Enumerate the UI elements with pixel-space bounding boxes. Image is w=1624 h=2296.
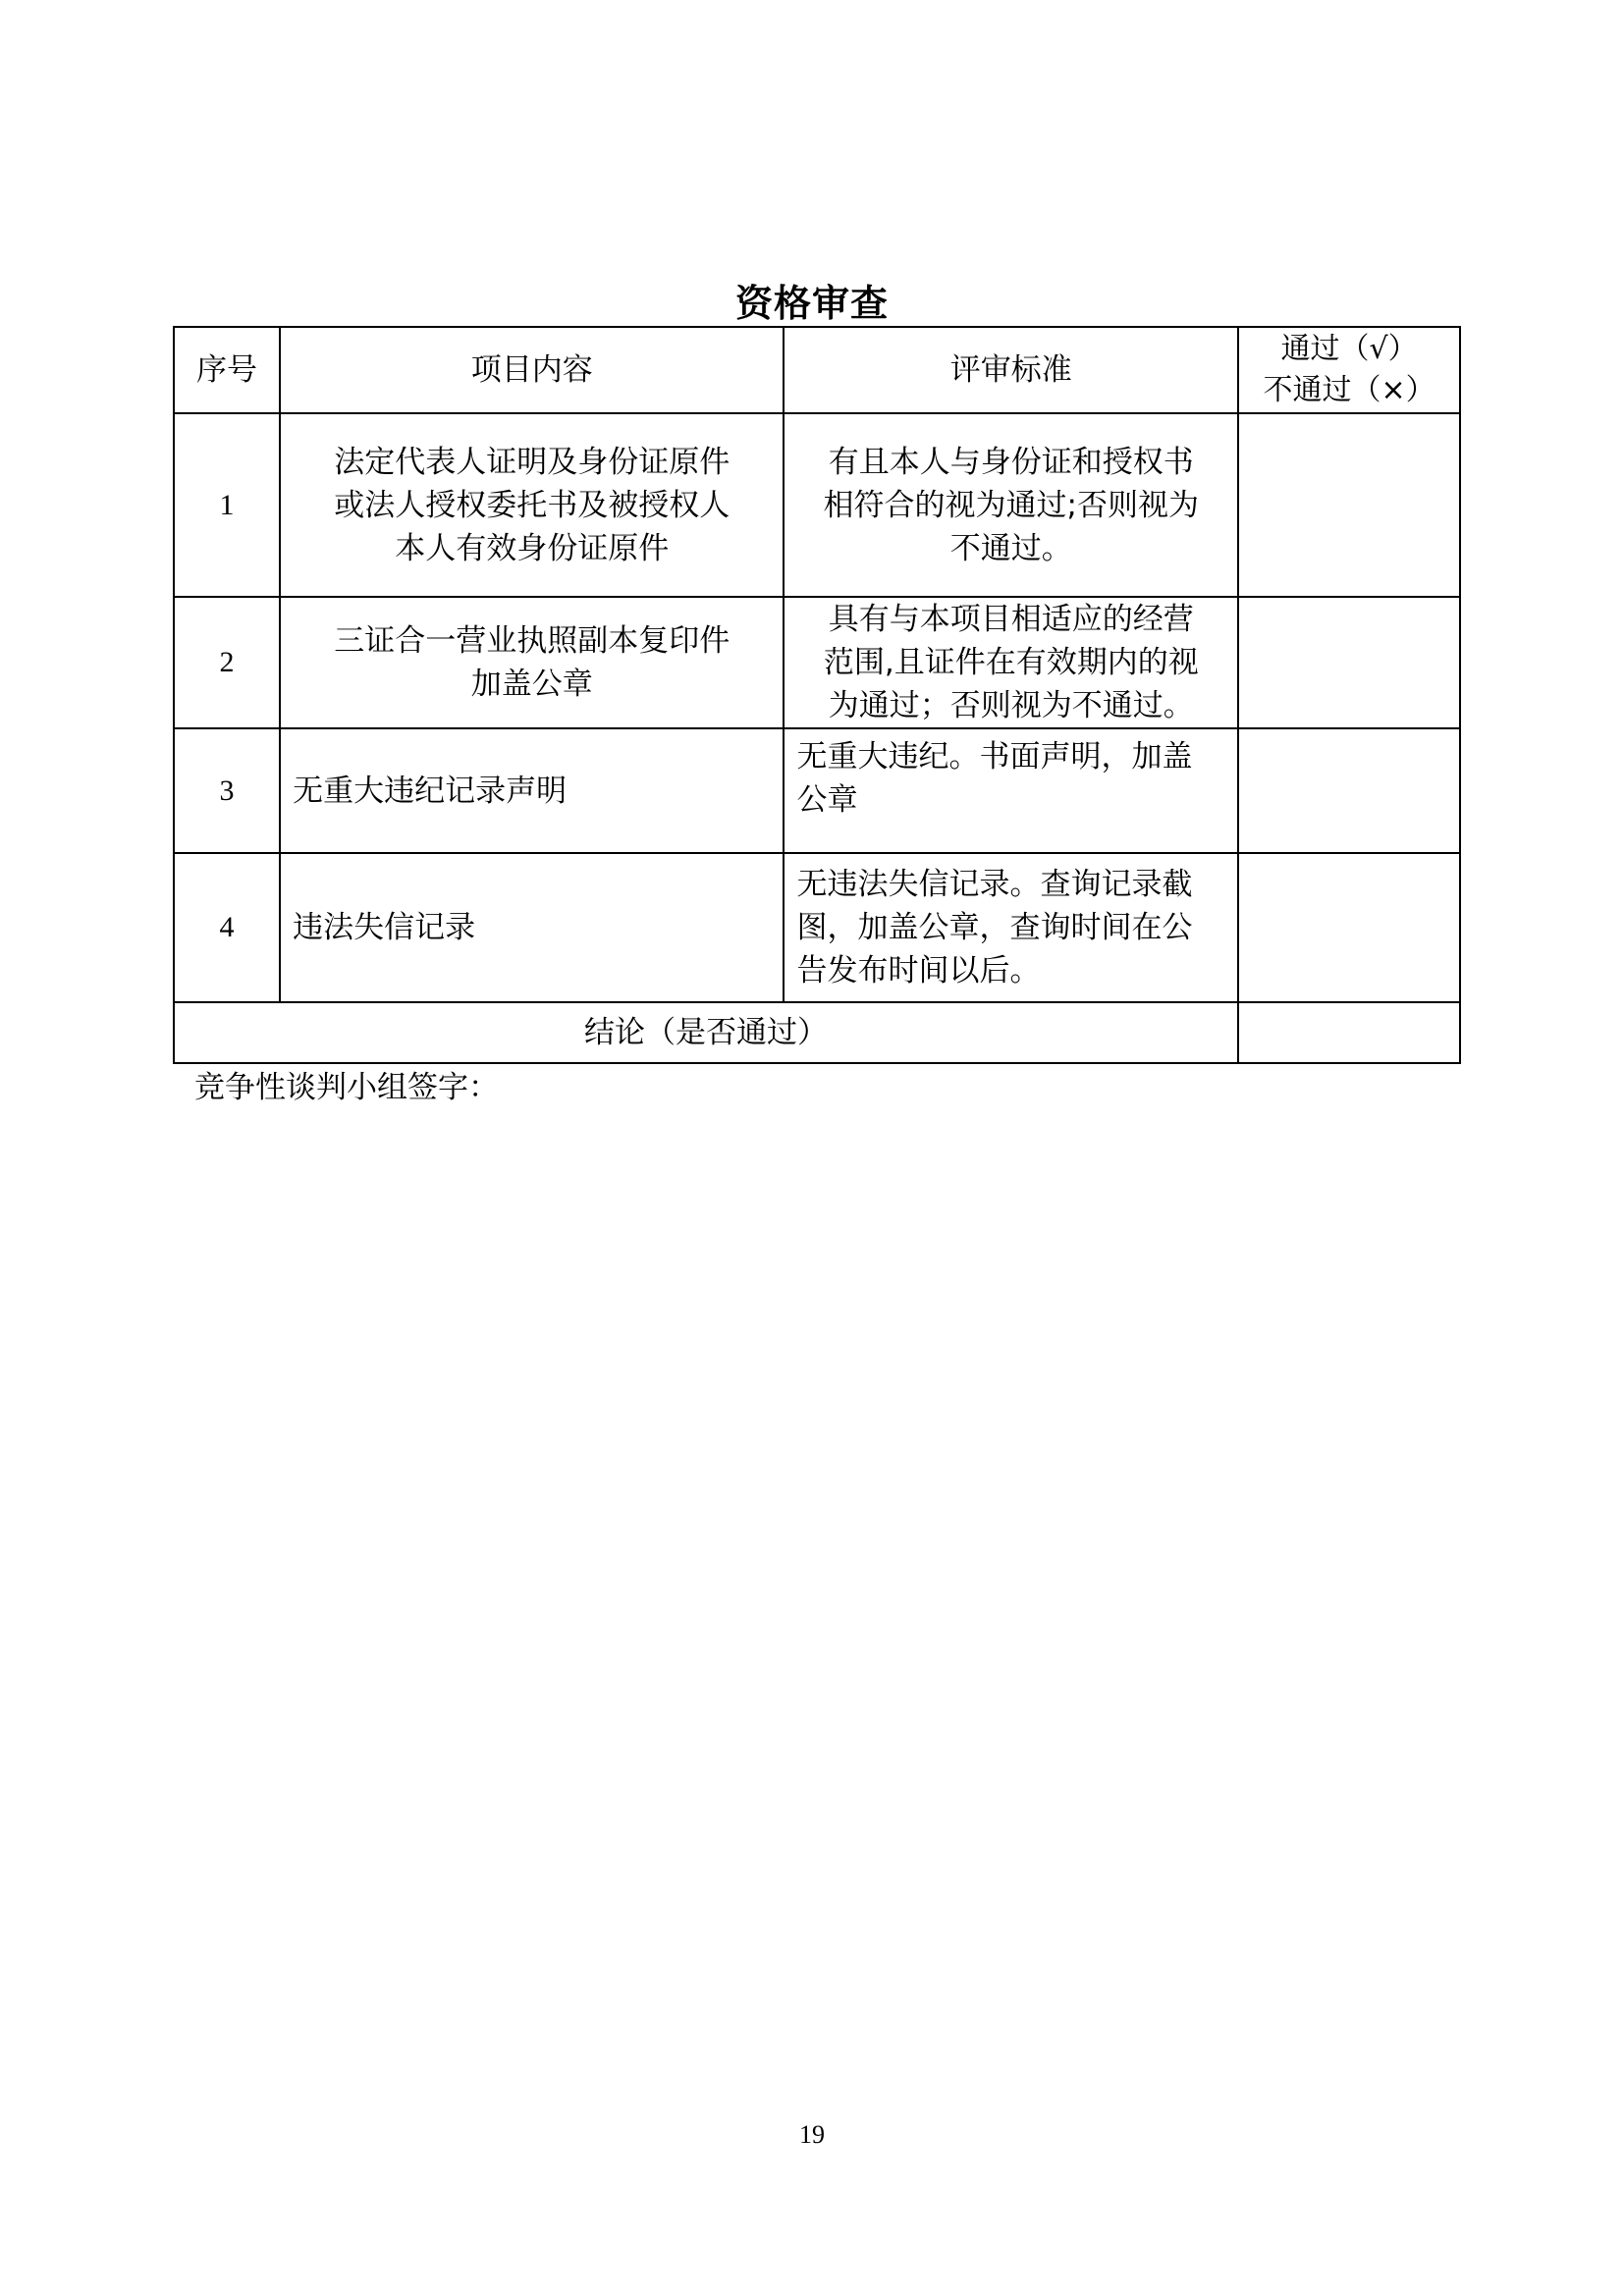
- row-item: [280, 413, 784, 597]
- table-row: [174, 853, 1460, 1002]
- row-standard-line: 不通过。: [949, 530, 1072, 566]
- row-standard-line: 为通过；否则视为不通过。: [828, 688, 1194, 723]
- conclusion-label: 结论（是否通过）: [174, 1002, 1238, 1063]
- conclusion-row: [174, 1002, 1460, 1063]
- row-item-line: 违法失信记录: [293, 910, 476, 945]
- row-item-line: 法定代表人证明及身份证原件: [334, 444, 731, 480]
- row-standard-line: 告发布时间以后。: [796, 953, 1041, 988]
- row-item: [280, 728, 784, 853]
- row-standard: [784, 853, 1238, 1002]
- row-standard-line: 相符合的视为通过;否则视为: [823, 487, 1199, 523]
- row-standard-line: 具有与本项目相适应的经营: [828, 602, 1194, 637]
- conclusion-result-cell: [1238, 1002, 1460, 1063]
- row-result-cell: [1238, 597, 1460, 728]
- row-standard: [784, 413, 1238, 597]
- header-seq: 序号: [174, 327, 280, 413]
- row-seq: 4: [174, 853, 280, 1002]
- table-row: [174, 597, 1460, 728]
- row-result-cell: [1238, 728, 1460, 853]
- signature-label: 竞争性谈判小组签字：: [194, 1070, 499, 1105]
- row-result-cell: [1238, 413, 1460, 597]
- row-item: [280, 853, 784, 1002]
- table-header-row: [174, 327, 1460, 413]
- row-item-line: 本人有效身份证原件: [395, 530, 670, 566]
- row-result-cell: [1238, 853, 1460, 1002]
- row-item-line: 无重大违纪记录声明: [293, 773, 568, 809]
- row-standard-line: 无重大违纪。书面声明，加盖: [796, 739, 1193, 774]
- table-row: [174, 728, 1460, 853]
- row-item-line: 加盖公章: [470, 667, 593, 702]
- row-standard-line: 有且本人与身份证和授权书: [828, 444, 1194, 480]
- table-row: [174, 413, 1460, 597]
- row-item-line: 或法人授权委托书及被授权人: [334, 487, 731, 523]
- header-pass-line1: 通过（√）: [1280, 332, 1418, 366]
- page-number: 19: [799, 2120, 825, 2149]
- row-seq: 3: [174, 728, 280, 853]
- row-standard-line: 范围,且证件在有效期内的视: [823, 645, 1199, 680]
- row-seq: 2: [174, 597, 280, 728]
- header-item: 项目内容: [280, 327, 784, 413]
- row-standard-line: 公章: [796, 782, 858, 818]
- row-item: [280, 597, 784, 728]
- row-standard-line: 无违法失信记录。查询记录截: [796, 867, 1193, 902]
- row-standard-line: 图，加盖公章，查询时间在公: [796, 910, 1193, 945]
- qualification-review-table: [173, 326, 1461, 1064]
- row-standard: [784, 597, 1238, 728]
- header-standard: 评审标准: [784, 327, 1238, 413]
- header-pass: [1238, 327, 1460, 413]
- row-standard: [784, 728, 1238, 853]
- header-pass-line2: 不通过（×）: [1263, 373, 1435, 407]
- row-item-line: 三证合一营业执照副本复印件: [334, 623, 731, 659]
- page-title: 资格审查: [734, 282, 889, 325]
- row-seq: 1: [174, 413, 280, 597]
